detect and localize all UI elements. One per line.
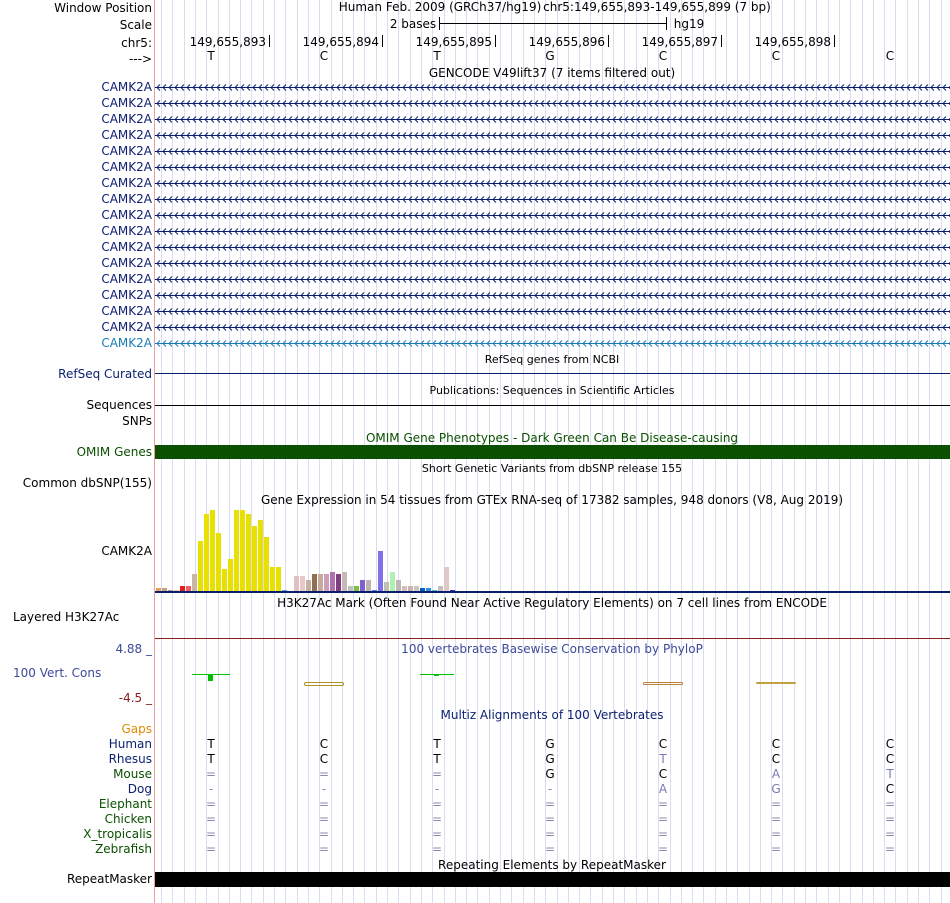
gencode-gene-line[interactable] [155,323,950,332]
gencode-gene-label[interactable]: CAMK2A [101,336,152,350]
conservation-mark[interactable] [420,674,454,675]
gencode-gene-label[interactable]: CAMK2A [101,160,152,174]
gencode-gene-line[interactable] [155,115,950,124]
alignment-base: C [885,782,895,796]
snps-track-label[interactable]: SNPs [122,414,152,428]
gencode-gene-label[interactable]: CAMK2A [101,192,152,206]
species-label[interactable]: X_tropicalis [83,827,152,841]
alignment-base: T [207,737,215,751]
gtex-tissue-bar[interactable] [234,510,239,592]
alignment-base: = [770,827,782,841]
alignment-base: C [885,752,895,766]
gtex-tissue-bar[interactable] [240,510,245,592]
alignment-base: T [433,752,441,766]
species-label[interactable]: Rhesus [108,752,152,766]
alignment-base: C [319,737,329,751]
gtex-tissue-bar[interactable] [312,574,317,592]
scale-value: 2 bases [389,17,437,31]
alignment-base: G [545,752,555,766]
gencode-gene-line[interactable] [155,291,950,300]
gencode-gene-line[interactable] [155,179,950,188]
conservation-title: 100 vertebrates Basewise Conservation by PhyloP [401,642,703,656]
alignment-base: = [770,797,782,811]
gtex-tissue-bar[interactable] [198,541,203,592]
alignment-base: = [318,842,330,856]
ruler-base[interactable]: T [207,49,215,63]
alignment-base: = [884,797,896,811]
gencode-gene-line[interactable] [155,163,950,172]
refseq-track-label[interactable]: RefSeq Curated [58,367,152,381]
alignment-base: = [318,812,330,826]
alignment-base: C [771,737,781,751]
species-label[interactable]: Dog [127,782,152,796]
alignment-base: = [884,842,896,856]
alignment-base: - [321,782,327,796]
alignment-base: A [658,782,668,796]
alignment-base: C [319,752,329,766]
gtex-tissue-bar[interactable] [228,559,233,592]
gencode-gene-line[interactable] [155,131,950,140]
alignment-base: G [771,782,781,796]
alignment-base: = [884,812,896,826]
dbsnp-track-label[interactable]: Common dbSNP(155) [22,476,152,490]
alignment-base: A [771,767,781,781]
ruler-base[interactable]: T [433,49,441,63]
gencode-gene-line[interactable] [155,339,950,348]
gencode-gene-label[interactable]: CAMK2A [101,128,152,142]
gtex-tissue-bar[interactable] [258,520,263,592]
publications-line[interactable] [155,405,950,406]
ruler-base[interactable]: C [658,49,668,63]
ruler-base[interactable]: C [319,49,329,63]
refseq-gene-line[interactable] [155,373,950,374]
repeatmasker-track-label[interactable]: RepeatMasker [66,872,152,886]
gencode-gene-label[interactable]: CAMK2A [101,320,152,334]
alignment-base: = [205,842,217,856]
omim-track-label[interactable]: OMIM Genes [76,445,152,459]
alignment-base: C [658,767,668,781]
scale-bar-right-end [666,17,667,30]
gtex-tissue-bar[interactable] [324,574,329,592]
gtex-tissue-bar[interactable] [318,574,323,592]
multiz-title: Multiz Alignments of 100 Vertebrates [440,708,664,722]
alignment-base: = [657,797,669,811]
gtex-tissue-bar[interactable] [342,572,347,592]
gtex-baseline [155,591,950,593]
h3k27ac-baseline [155,638,950,639]
scale-db: hg19 [673,17,705,31]
conservation-mark[interactable] [304,682,344,686]
gtex-bar-chart[interactable] [155,508,535,592]
gtex-tissue-bar[interactable] [204,514,209,592]
alignment-base: = [205,797,217,811]
gtex-tissue-bar[interactable] [252,526,257,592]
gtex-tissue-bar[interactable] [300,576,305,592]
gencode-gene-label[interactable]: CAMK2A [101,304,152,318]
gtex-tissue-bar[interactable] [222,569,227,592]
gencode-gene-label[interactable]: CAMK2A [101,272,152,286]
alignment-base: T [433,737,441,751]
ruler-tick [382,35,383,47]
alignment-base: = [205,767,217,781]
alignment-base: = [544,827,556,841]
alignment-base: = [205,812,217,826]
alignment-base: = [431,842,443,856]
species-label[interactable]: Elephant [98,797,152,811]
alignment-base: = [431,767,443,781]
ruler-tick [269,35,270,47]
ruler-tick [495,35,496,47]
alignment-base: = [544,797,556,811]
gencode-gene-label[interactable]: CAMK2A [101,112,152,126]
gtex-tissue-bar[interactable] [336,574,341,592]
alignment-base: T [886,767,894,781]
ruler-coordinate: 149,655,897 [641,35,718,49]
alignment-base: = [657,812,669,826]
gencode-gene-label[interactable]: CAMK2A [101,224,152,238]
track-labels-column [0,0,154,903]
ruler-coordinate: 149,655,896 [528,35,605,49]
gencode-gene-label[interactable]: CAMK2A [101,256,152,270]
alignment-base: = [544,812,556,826]
ruler-coordinate: 149,655,894 [302,35,379,49]
gtex-tissue-bar[interactable] [246,514,251,592]
gaps-label: Gaps [121,722,152,736]
h3k27ac-track-label[interactable]: Layered H3K27Ac [13,610,120,624]
alignment-base: = [431,797,443,811]
alignment-base: T [659,752,667,766]
chrom-label: chr5: [121,36,152,50]
gencode-gene-line[interactable] [155,99,950,108]
gencode-gene-line[interactable] [155,275,950,284]
alignment-base: G [545,737,555,751]
alignment-base: = [657,842,669,856]
gencode-gene-line[interactable] [155,83,950,92]
alignment-base: C [771,752,781,766]
gtex-tissue-bar[interactable] [216,533,221,592]
gencode-gene-line[interactable] [155,211,950,220]
scale-label: Scale [119,18,152,32]
species-label[interactable]: Zebrafish [95,842,152,856]
gtex-tissue-bar[interactable] [210,510,215,592]
gtex-tissue-bar[interactable] [264,537,269,592]
ruler-tick [608,35,609,47]
gencode-gene-label[interactable]: CAMK2A [101,176,152,190]
alignment-base: = [318,767,330,781]
conservation-mark[interactable] [192,674,230,675]
window-position-label: Window Position [54,1,152,15]
gencode-gene-label[interactable]: CAMK2A [101,240,152,254]
alignment-base: = [657,827,669,841]
gencode-gene-label[interactable]: CAMK2A [101,288,152,302]
gencode-gene-label[interactable]: CAMK2A [101,80,152,94]
alignment-base: = [544,842,556,856]
gtex-tissue-bar[interactable] [330,572,335,592]
assembly-text: Human Feb. 2009 (GRCh37/hg19) [338,0,542,14]
position-text: chr5:149,655,893-149,655,899 (7 bp) [543,0,771,14]
alignment-base: C [885,737,895,751]
gtex-title: Gene Expression in 54 tissues from GTEx RNA-seq of 17382 samples, 948 donors (V8, Aug 2019) [260,493,844,507]
strand-label: ---> [128,52,152,66]
gtex-tissue-bar[interactable] [294,576,299,592]
gencode-gene-label[interactable]: CAMK2A [101,96,152,110]
conservation-mark[interactable] [756,682,796,684]
gencode-gene-line[interactable] [155,227,950,236]
cons-ymin-label: -4.5 _ [118,691,152,705]
species-label[interactable]: Human [108,737,152,751]
repeatmasker-bar[interactable] [155,872,950,887]
gtex-tissue-bar[interactable] [390,572,395,592]
alignment-base: - [547,782,553,796]
publications-track-label[interactable]: Sequences [86,398,152,412]
species-label[interactable]: Mouse [113,767,152,781]
gtex-tissue-bar[interactable] [444,567,449,592]
repeatmasker-title: Repeating Elements by RepeatMasker [438,858,666,872]
alignment-base: = [431,827,443,841]
omim-bar[interactable] [155,445,950,459]
scale-bar-left-end [439,17,440,30]
h3k27ac-title: H3K27Ac Mark (Often Found Near Active Regulatory Elements) on 7 cell lines from ENCODE [277,596,827,610]
refseq-title: RefSeq genes from NCBI [484,353,620,366]
alignment-base: = [884,827,896,841]
ruler-tick [721,35,722,47]
omim-title: OMIM Gene Phenotypes - Dark Green Can Be Disease-causing [365,431,739,445]
gtex-tissue-bar[interactable] [192,574,197,592]
species-label[interactable]: Chicken [104,812,152,826]
gencode-gene-line[interactable] [155,259,950,268]
alignment-base: G [545,767,555,781]
gencode-gene-line[interactable] [155,243,950,252]
alignment-base: = [318,827,330,841]
gencode-gene-line[interactable] [155,307,950,316]
cons-ymax-label: 4.88 _ [115,642,152,656]
publications-title: Publications: Sequences in Scientific Articles [429,384,675,397]
ruler-base[interactable]: G [545,49,555,63]
alignment-base: = [770,812,782,826]
track-display[interactable] [155,0,950,903]
conservation-track-label[interactable]: 100 Vert. Cons [13,666,102,680]
alignment-base: T [207,752,215,766]
gencode-title: GENCODE V49lift37 (7 items filtered out) [428,66,676,80]
gencode-gene-line[interactable] [155,147,950,156]
gtex-tissue-bar[interactable] [270,567,275,592]
alignment-base: - [208,782,214,796]
ruler-coordinate: 149,655,898 [754,35,831,49]
gtex-tissue-bar[interactable] [276,567,281,592]
ruler-base[interactable]: C [771,49,781,63]
ruler-coordinate: 149,655,893 [189,35,266,49]
gtex-track-label[interactable]: CAMK2A [101,544,152,558]
alignment-base: C [658,737,668,751]
ruler-coordinate: 149,655,895 [415,35,492,49]
alignment-base: = [770,842,782,856]
gencode-gene-label[interactable]: CAMK2A [101,144,152,158]
conservation-mark[interactable] [643,682,683,685]
dbsnp-title: Short Genetic Variants from dbSNP release 155 [421,462,683,475]
ruler-tick [834,35,835,47]
gtex-tissue-bar[interactable] [378,551,383,592]
ruler-base[interactable]: C [885,49,895,63]
gencode-gene-line[interactable] [155,195,950,204]
alignment-base: - [434,782,440,796]
alignment-base: = [318,797,330,811]
alignment-base: = [205,827,217,841]
conservation-bar[interactable] [208,674,213,681]
gencode-gene-label[interactable]: CAMK2A [101,208,152,222]
alignment-base: = [431,812,443,826]
scale-bar [440,23,667,24]
